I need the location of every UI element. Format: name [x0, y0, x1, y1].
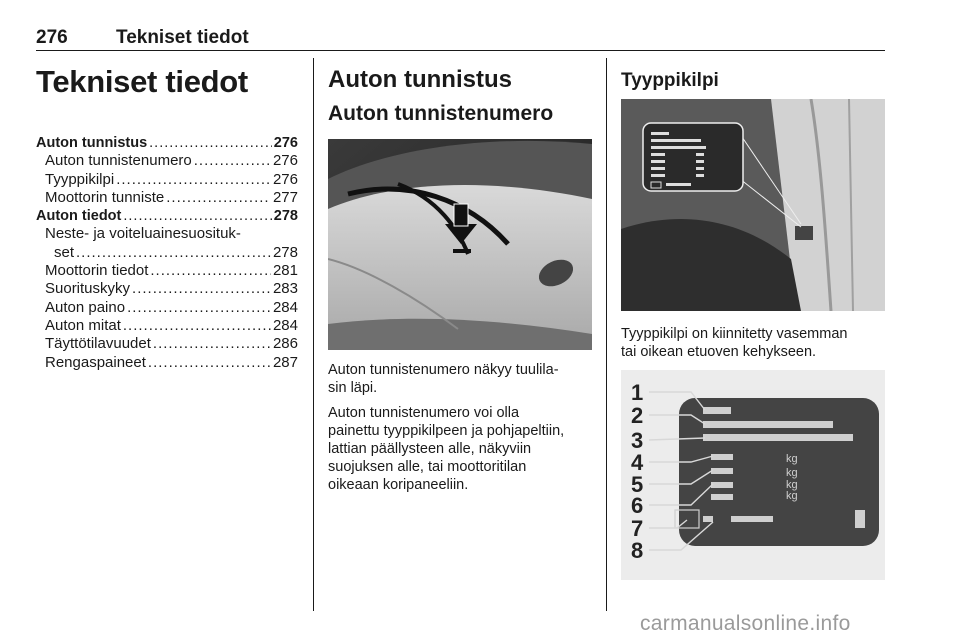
toc-leader-dots [166, 189, 271, 207]
toc-entry[interactable] [36, 152, 298, 170]
running-title: Tekniset tiedot [116, 27, 249, 48]
toc-entry-label: Moottorin tiedot [45, 262, 149, 280]
type-plate-diagram [621, 370, 885, 580]
toc-entry-page: 281 [272, 262, 298, 280]
paragraph-line: oikeaan koripaneeliin. [328, 477, 469, 493]
toc-leader-dots [153, 335, 271, 353]
plate-unit-kg: kg [786, 490, 798, 502]
type-plate-inset [643, 123, 743, 191]
toc-entry-page: 283 [272, 280, 298, 298]
column-type-plate [621, 58, 885, 92]
toc-entry-label: set [54, 243, 75, 261]
toc-entry-label: Suorituskyky [45, 280, 131, 298]
callout-5: 5 [631, 472, 644, 497]
toc-leader-dots [123, 207, 271, 225]
toc-entry-label: Neste- ja voiteluainesuosituk- [45, 225, 241, 243]
callout-2: 2 [631, 403, 644, 428]
vin-locations-paragraph [328, 404, 598, 494]
caption-line: sin läpi. [328, 380, 378, 396]
plate-unit-kg: kg [786, 453, 798, 465]
plate-caption [621, 325, 891, 361]
toc-entry-label: Rengaspaineet [45, 353, 146, 371]
toc-entry-page: 287 [272, 353, 298, 371]
paragraph-line: painettu tyyppikilpeen ja pohjapeltiin, [328, 423, 565, 439]
paragraph-line: suojuksen alle, tai moottoritilan [328, 459, 527, 475]
page-number: 276 [36, 27, 68, 48]
subsection-title-vin: Auton tunnistenumero [328, 102, 554, 125]
toc-entry-page: 277 [272, 188, 298, 206]
toc-leader-dots [76, 244, 271, 262]
toc-entry[interactable] [36, 244, 298, 262]
toc-entry-page: 278 [272, 243, 298, 261]
plate-unit-kg: kg [786, 479, 798, 491]
toc-leader-dots [148, 354, 271, 372]
column-divider-2 [606, 58, 607, 611]
toc-leader-dots [127, 299, 271, 317]
toc-entry[interactable] [36, 317, 298, 335]
toc-entry-page: 278 [273, 208, 298, 225]
callout-4: 4 [631, 450, 644, 475]
subsection-title-plate: Tyyppikilpi [621, 70, 719, 91]
toc-entry-label: Auton tiedot [36, 208, 122, 225]
toc-entry-label: Auton tunnistenumero [45, 152, 192, 170]
column-contents [36, 58, 298, 372]
toc-entry-label: Auton mitat [45, 316, 121, 334]
windshield-caption [328, 361, 592, 397]
toc-leader-dots [132, 280, 271, 298]
toc-entry[interactable] [36, 354, 298, 372]
section-title: Auton tunnistus [328, 66, 512, 93]
toc-entry-label: Täyttötilavuudet [45, 335, 151, 353]
toc-entry[interactable] [36, 262, 298, 280]
header-rule [36, 50, 885, 51]
toc-entry-page: 286 [272, 335, 298, 353]
callout-6: 6 [631, 493, 644, 518]
column-divider-1 [313, 58, 314, 611]
toc-leader-dots [150, 262, 271, 280]
toc-entry[interactable] [36, 280, 298, 298]
paragraph-line: Auton tunnistenumero voi olla [328, 405, 520, 421]
toc-entry[interactable] [36, 335, 298, 353]
toc-entry[interactable] [36, 225, 298, 243]
page-header [36, 27, 885, 49]
toc-entry-label: Auton tunnistus [36, 135, 148, 151]
watermark: carmanualsonline.info [640, 612, 851, 635]
toc-entry-page: 276 [273, 135, 298, 151]
toc-leader-dots [149, 134, 272, 152]
column-vehicle-id [328, 58, 592, 126]
caption-line: Tyyppikilpi on kiinnitetty vasemman [621, 326, 848, 342]
toc-entry[interactable] [36, 134, 298, 152]
toc-entry-page: 284 [272, 298, 298, 316]
toc-entry-label: Moottorin tunniste [45, 188, 165, 206]
toc-entry[interactable] [36, 207, 298, 225]
callout-8: 8 [631, 538, 644, 563]
chapter-title: Tekniset tiedot [36, 64, 248, 99]
toc-entry-label: Tyyppikilpi [45, 170, 115, 188]
toc-leader-dots [116, 171, 271, 189]
toc-leader-dots [123, 317, 271, 335]
caption-line: Auton tunnistenumero näkyy tuulila- [328, 362, 559, 378]
toc-leader-dots [194, 152, 271, 170]
door-frame-plate-illustration [621, 99, 885, 311]
toc-entry[interactable] [36, 171, 298, 189]
toc-entry-page: 284 [272, 316, 298, 334]
toc-entry-page: 276 [272, 152, 298, 170]
table-of-contents [36, 134, 298, 372]
callout-1: 1 [631, 380, 644, 405]
toc-entry-page: 276 [272, 170, 298, 188]
callout-7: 7 [631, 516, 644, 541]
paragraph-line: lattian päällysteen alle, näkyviin [328, 441, 532, 457]
callout-3: 3 [631, 428, 644, 453]
toc-entry[interactable] [36, 299, 298, 317]
windshield-vin-illustration [328, 139, 592, 350]
toc-entry[interactable] [36, 189, 298, 207]
caption-line: tai oikean etuoven kehykseen. [621, 344, 817, 360]
toc-entry-label: Auton paino [45, 298, 126, 316]
plate-unit-kg: kg [786, 467, 798, 479]
